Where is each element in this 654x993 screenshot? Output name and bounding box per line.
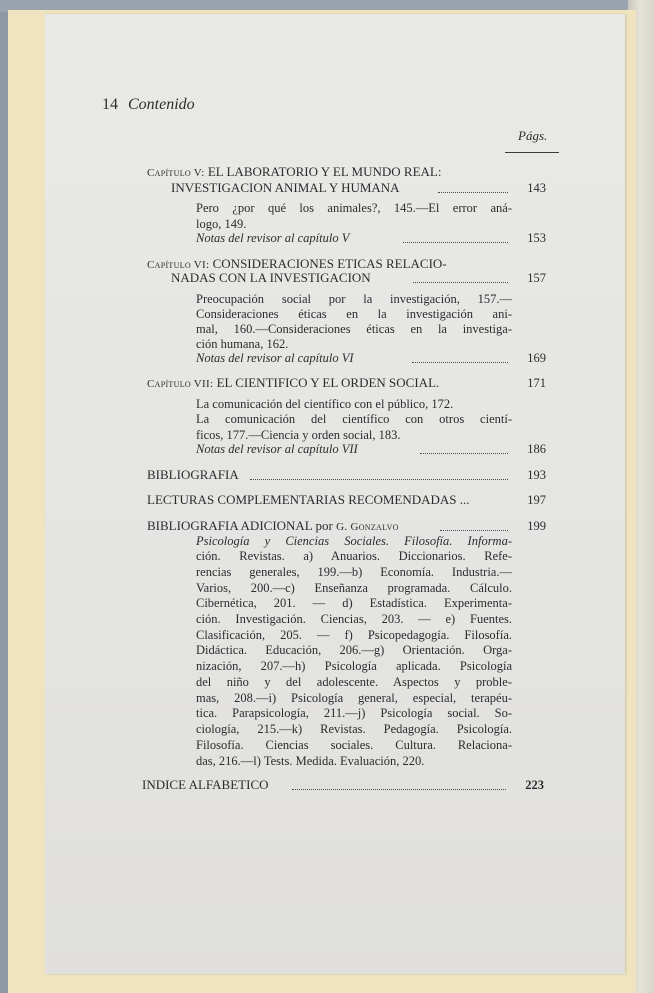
page-number: 14: [102, 96, 118, 113]
bib-adicional-line-4: Cibernética, 201. — d) Estadística. Experimenta-: [196, 596, 512, 610]
bibliografia-leader: [250, 479, 508, 480]
bibliografia-page: 193: [527, 468, 546, 482]
chapter-7-notes: Notas del revisor al capítulo VII: [196, 442, 358, 456]
bib-adicional-author: G. Gonzalvo: [336, 521, 399, 533]
bib-adicional-line-9: del niño y del adolescente. Aspectos y proble-: [196, 675, 512, 689]
chapter-6-desc-line-3: mal, 160.—Consideraciones éticas en la investiga-: [196, 322, 512, 336]
chapter-6-label: Capítulo VI:: [147, 259, 210, 271]
chapter-5-title-line-2: INVESTIGACION ANIMAL Y HUMANA: [171, 180, 400, 195]
bib-adicional-page: 199: [527, 519, 546, 533]
bib-adicional-leader: [440, 530, 508, 531]
bib-adicional-line-2: rencias generales, 199.—b) Economía. Industria.—: [196, 565, 512, 579]
chapter-5-notes: Notas del revisor al capítulo V: [196, 231, 350, 245]
chapter-7-heading: [147, 375, 439, 392]
chapter-5-desc-line-1: Pero ¿por qué los animales?, 145.—El error aná-: [196, 201, 512, 215]
bib-adicional-line-3: Varios, 200.—c) Enseñanza programada. Cálculo.: [196, 581, 512, 595]
chapter-5-leader: [438, 192, 508, 193]
chapter-5-page: 143: [527, 181, 546, 195]
indice-entry: INDICE ALFABETICO: [142, 777, 269, 792]
bib-adicional-line-13: Filosofía. Ciencias sociales. Cultura. Relaciona-: [196, 738, 512, 752]
bibliografia-entry: BIBLIOGRAFIA: [147, 467, 239, 482]
chapter-5-heading: [147, 164, 513, 181]
chapter-6-title-line-1: CONSIDERACIONES ETICAS RELACIO-: [212, 256, 447, 271]
bib-adicional-line-1: ción. Revistas. a) Anuarios. Diccionarios. Refe-: [196, 549, 512, 563]
chapter-7-label: Capítulo VII:: [147, 378, 214, 390]
bib-adicional-label: BIBLIOGRAFIA ADICIONAL por: [147, 518, 333, 533]
chapter-7-desc-line-1: La comunicación del científico con el público, 172.: [196, 397, 454, 411]
chapter-6-notes-page: 169: [527, 351, 546, 365]
bib-adicional-line-11: tica. Parapsicología, 211.—j) Psicología social. So-: [196, 706, 512, 720]
indice-page: 223: [525, 778, 544, 792]
running-title: Contenido: [128, 96, 195, 113]
bib-adicional-intro: Psicología y Ciencias Sociales. Filosofía. Informa-: [196, 534, 512, 548]
chapter-6-leader: [413, 282, 508, 283]
chapter-6-notes: Notas del revisor al capítulo VI: [196, 351, 354, 365]
chapter-7-notes-page: 186: [527, 442, 546, 456]
chapter-7-desc-line-2: La comunicación del científico con otros cientí-: [196, 412, 512, 426]
bib-adicional-line-12: ciología, 215.—k) Revistas. Pedagogía. Psicología.: [196, 722, 512, 736]
chapter-6-title-line-2: NADAS CON LA INVESTIGACION: [171, 270, 371, 285]
lecturas-entry: LECTURAS COMPLEMENTARIAS RECOMENDADAS ...: [147, 492, 470, 507]
bib-adicional-line-6: Clasificación, 205. — f) Psicopedagogía. Filosofía.: [196, 628, 512, 642]
lecturas-page: 197: [527, 493, 546, 507]
pages-column-label: Págs.: [518, 128, 548, 143]
chapter-7-notes-leader: [420, 453, 508, 454]
bib-adicional-line-10: mas, 208.—i) Psicología general, especial, terapéu-: [196, 691, 512, 705]
bib-adicional-line-14: das, 216.—l) Tests. Medida. Evaluación, 220.: [196, 754, 425, 768]
chapter-7-page: 171: [527, 376, 546, 390]
chapter-6-desc-line-1: Preocupación social por la investigación, 157.—: [196, 292, 512, 306]
chapter-5-notes-page: 153: [527, 231, 546, 245]
bib-adicional-line-7: Didáctica. Educación, 206.—g) Orientación. Orga-: [196, 643, 512, 657]
chapter-6-desc-line-4: ción humana, 162.: [196, 337, 289, 351]
chapter-5-label: Capítulo V:: [147, 167, 205, 179]
chapter-6-desc-line-2: Consideraciones éticas en la investigación ani-: [196, 307, 512, 321]
indice-leader: [292, 789, 506, 790]
chapter-5-desc-line-2: logo, 149.: [196, 217, 247, 231]
chapter-5-title-line-1: EL LABORATORIO Y EL MUNDO REAL:: [207, 164, 442, 179]
chapter-6-page: 157: [527, 271, 546, 285]
chapter-7-title-line-1: EL CIENTIFICO Y EL ORDEN SOCIAL.: [216, 375, 440, 390]
chapter-7-desc-line-3: ficos, 177.—Ciencia y orden social, 183.: [196, 428, 401, 442]
chapter-6-notes-leader: [412, 362, 508, 363]
bib-adicional-line-5: ción. Investigación. Ciencias, 203. — e) Fuentes.: [196, 612, 512, 626]
chapter-5-notes-leader: [403, 242, 508, 243]
bib-adicional-line-8: nización, 207.—h) Psicología aplicada. Psicología: [196, 659, 512, 673]
